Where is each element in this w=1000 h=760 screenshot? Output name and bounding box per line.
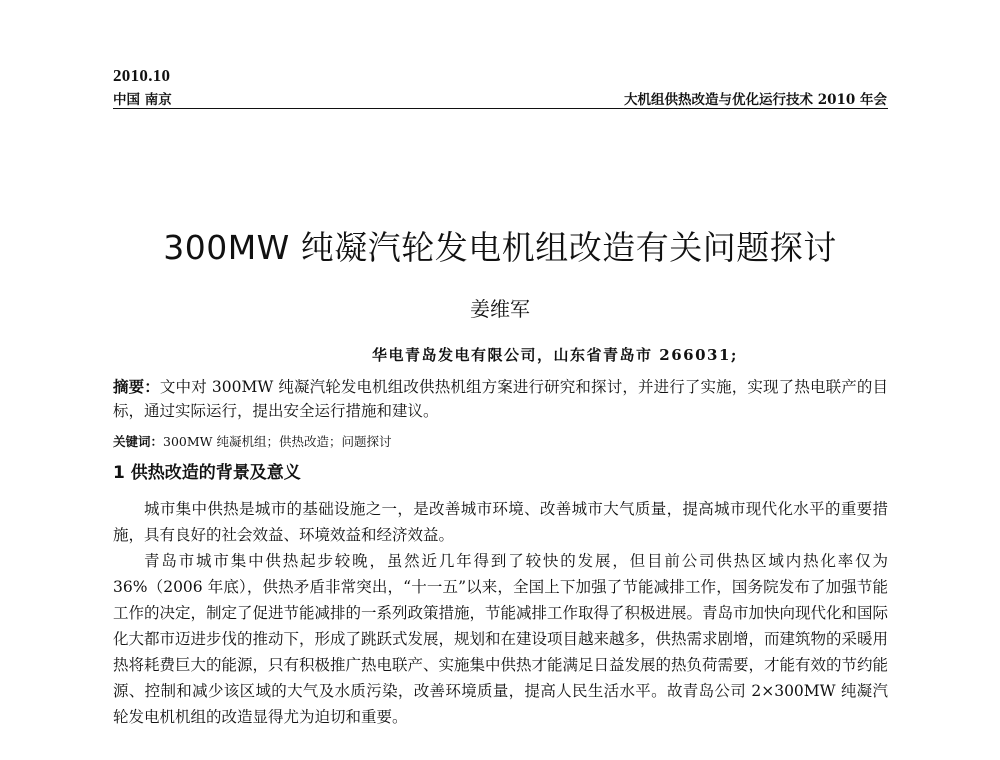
abstract-text: 文中对 300MW 纯凝汽轮发电机组改供热机组方案进行研究和探讨，并进行了实施，实现了热电联产的目标，通过实际运行，提出安全运行措施和建议。: [113, 378, 888, 420]
keywords-text: 300MW 纯凝机组；供热改造；问题探讨: [163, 434, 392, 449]
body-paragraph: 青岛市城市集中供热起步较晚，虽然近几年得到了较快的发展，但目前公司供热区域内热化率仅为 36%（2006 年底），供热矛盾非常突出，“十一五”以来，全国上下加强了节能减排工作，国务院发布了加强节能工作的决定，制定了促进节能减排的一系列政策措施，节能减排工作取得了积极进展。青岛市加快向现代化和国际化大都市迈进步伐的推动下，形成了跳跃式发展，规划和在建设项目越来越多，供热需求剧增，而建筑物的采暖用热将耗费巨大的能源，只有积极推广热电联产、实施集中供热才能满足日益发展的热负荷需要，才能有效的节约能源、控制和减少该区域的大气及水质污染，改善环境质量，提高人民生活水平。故青岛公司 2×300MW 纯凝汽轮发电机机组的改造显得尤为迫切和重要。: [113, 552, 889, 726]
header-date: 2010.10: [113, 66, 171, 85]
header-rule: [113, 108, 888, 109]
paper-affiliation: 华电青岛发电有限公司，山东省青岛市 266031;: [372, 346, 738, 364]
section-heading: 1 供热改造的背景及意义: [113, 463, 301, 483]
abstract-label: 摘要：: [113, 377, 160, 396]
header-conference: 大机组供热改造与优化运行技术 2010 年会: [624, 92, 887, 108]
keywords: [113, 432, 888, 450]
paper-author: 姜维军: [470, 297, 530, 321]
keywords-label: 关键词：: [113, 434, 164, 449]
body-paragraph: 城市集中供热是城市的基础设施之一，是改善城市环境、改善城市大气质量，提高城市现代化水平的重要措施，具有良好的社会效益、环境效益和经济效益。: [113, 500, 888, 544]
header-place: 中国 南京: [113, 92, 172, 108]
body-text: [113, 496, 888, 730]
paper-title: 300MW 纯凝汽轮发电机组改造有关问题探讨: [163, 228, 837, 267]
abstract: [113, 375, 888, 423]
